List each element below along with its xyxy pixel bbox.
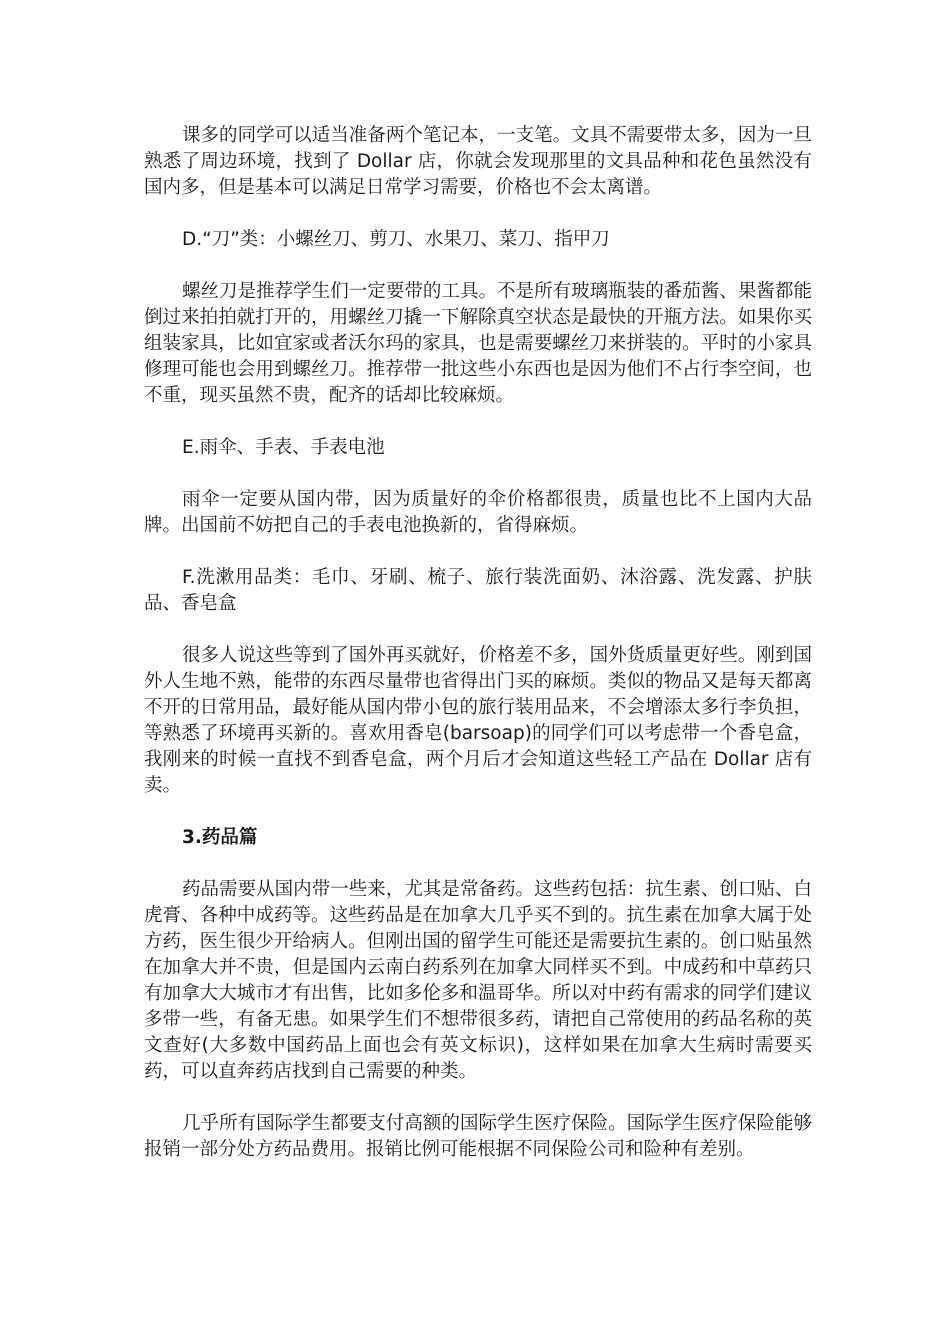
paragraph-umbrella: 雨伞一定要从国内带，因为质量好的伞价格都很贵，质量也比不上国内大品牌。出国前不妨把自己的手表电池换新的，省得麻烦。 xyxy=(144,489,812,536)
section-title-medicine: 3.药品篇 xyxy=(182,827,258,848)
paragraph-screwdriver: 螺丝刀是推荐学生们一定要带的工具。不是所有玻璃瓶装的番茄酱、果酱都能倒过来拍拍就打开的，用螺丝刀撬一下解除真空状态是最快的开瓶方法。如果你买组装家具，比如宜家或者沃尔玛的家具，也是需要螺丝刀来拼装的。平时的小家具修理可能也会用到螺丝刀。推荐带一批这些小东西也是因为他们不占行李空间，也不重，现买虽然不贵，配齐的话却比较麻烦。 xyxy=(144,281,812,406)
heading-umbrella-watch: E.雨伞、手表、手表电池 xyxy=(182,437,385,458)
heading-toiletries: F.洗漱用品类：毛巾、牙刷、梳子、旅行装洗面奶、沐浴露、洗发露、护肤品、香皂盒 xyxy=(144,567,812,614)
paragraph-toiletries: 很多人说这些等到了国外再买就好，价格差不多，国外货质量更好些。刚到国外人生地不熟，能带的东西尽量带也省得出门买的麻烦。类似的物品又是每天都离不开的日常用品，最好能从国内带小包的旅行装用品来，不会增添太多行李负担，等熟悉了环境再买新的。喜欢用香皂(barsoap)的同学们可以考虑带一个香皂盒，我刚来的时候一直找不到香皂盒，两个月后才会知道这些轻工产品在 Dollar 店有卖。 xyxy=(144,645,812,796)
paragraph-insurance: 几乎所有国际学生都要支付高额的国际学生医疗保险。国际学生医疗保险能够报销一部分处方药品费用。报销比例可能根据不同保险公司和险种有差别。 xyxy=(144,1113,812,1160)
paragraph-stationery: 课多的同学可以适当准备两个笔记本，一支笔。文具不需要带太多，因为一旦熟悉了周边环境，找到了 Dollar 店，你就会发现那里的文具品种和花色虽然没有国内多，但是基本可以满足日常学习需要，价格也不会太离谱。 xyxy=(144,125,812,198)
paragraph-medicine: 药品需要从国内带一些来，尤其是常备药。这些药包括：抗生素、创口贴、白虎膏、各种中成药等。这些药品是在加拿大几乎买不到的。抗生素在加拿大属于处方药，医生很少开给病人。但刚出国的留学生可能还是需要抗生素的。创口贴虽然在加拿大并不贵，但是国内云南白药系列在加拿大同样买不到。中成药和中草药只有加拿大大城市才有出售，比如多伦多和温哥华。所以对中药有需求的同学们建议多带一些，有备无患。如果学生们不想带很多药，请把自己常使用的药品名称的英文查好(大多数中国药品上面也会有英文标识)，这样如果在加拿大生病时需要买药，可以直奔药店找到自己需要的种类。 xyxy=(144,879,812,1082)
document-body xyxy=(144,123,812,1163)
heading-knives: D.“刀”类：小螺丝刀、剪刀、水果刀、菜刀、指甲刀 xyxy=(182,229,610,250)
